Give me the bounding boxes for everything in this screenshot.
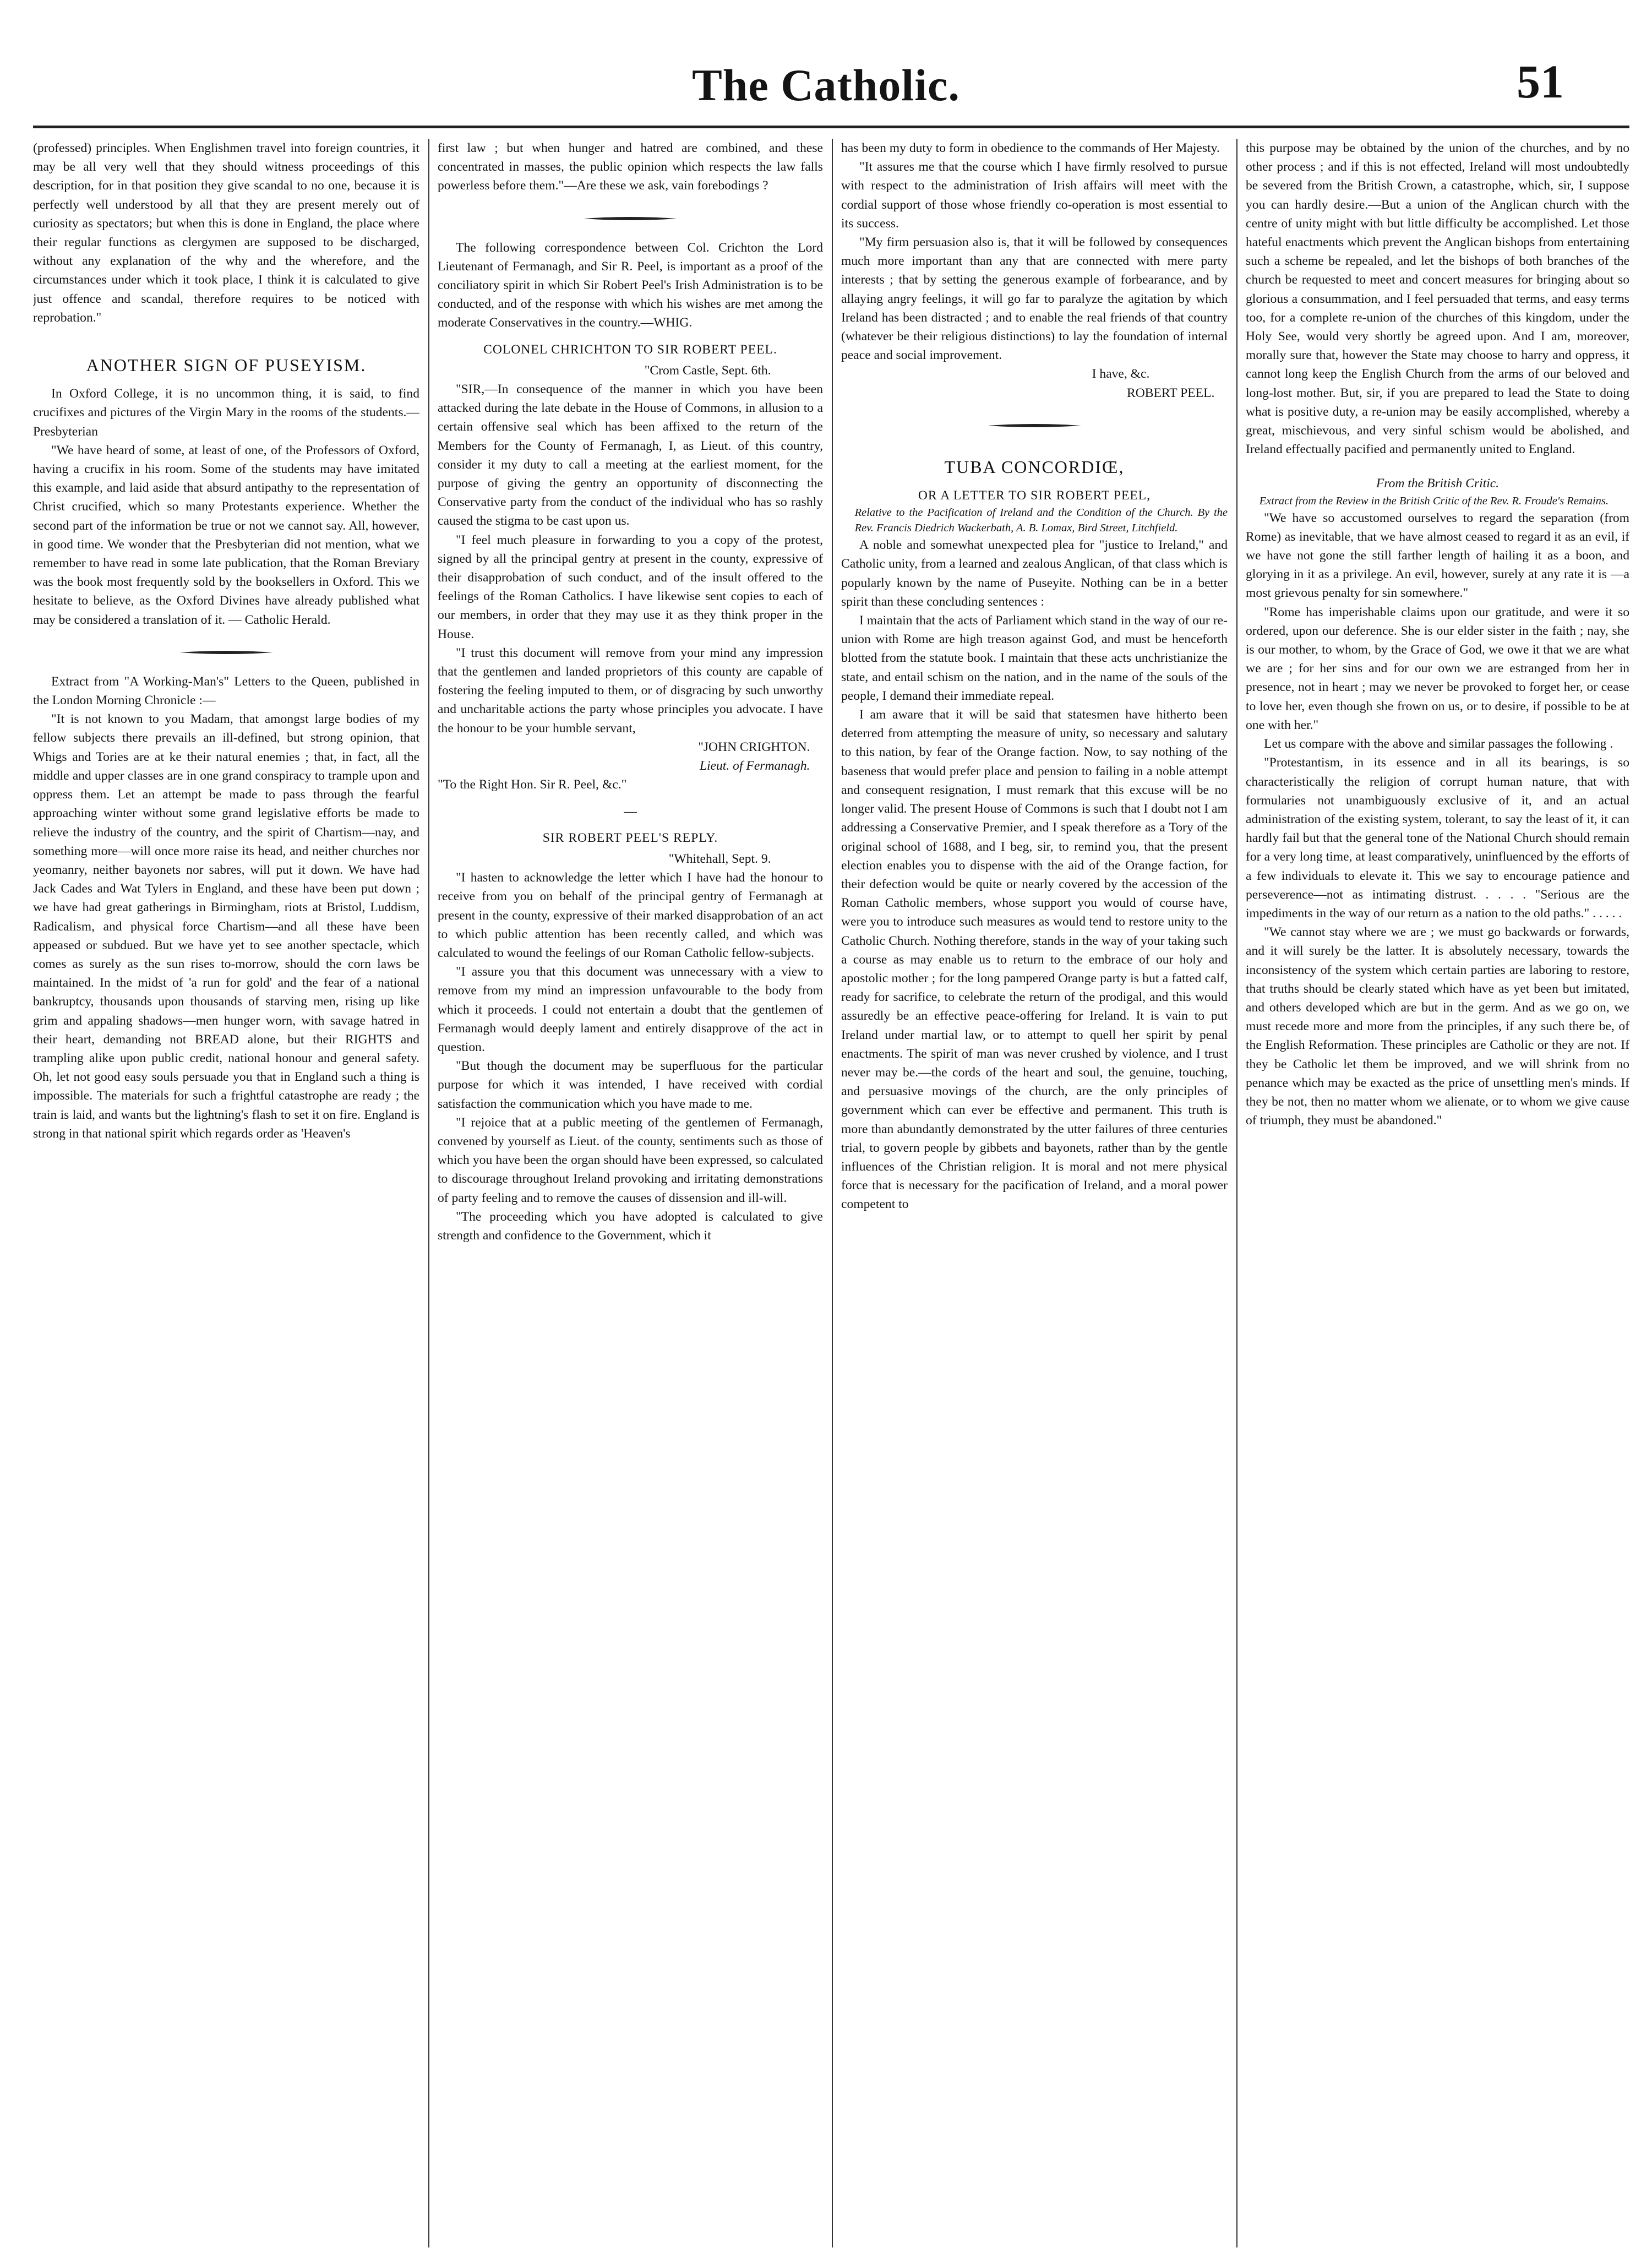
- article-columns: [33, 139, 1629, 2247]
- masthead-title: The Catholic.: [692, 60, 960, 110]
- ornamental-divider: [584, 215, 677, 222]
- paragraph: "Protestantism, in its essence and in all its bearings, is so characteristically the religion of corrupt human nature, that with formularies not unambiguously exclusive of it, and an actual administration of the existing system, tolerant, to say the least of it, it can hardly fail but that the general tone of the National Church should remain for a very long time, at least comparatively, uninfluenced by the efforts of a few individuals to elevate it. This we say to encourage patience and perseverence—not as intimating distrust. . . . . "Serious are the impediments in the way of our return as a nation to the old paths." . . . . .: [1246, 755, 1629, 921]
- paragraph: In Oxford College, it is no uncommon thing, it is said, to find crucifixes and pictures of the Virgin Mary in the rooms of the students.—Presbyterian: [33, 387, 419, 439]
- paragraph: "It assures me that the course which I have firmly resolved to pursue with respect to the administration of Irish affairs will meet with the cordial support of those whose friendly co-operation is most essential to its success.: [841, 160, 1228, 231]
- paragraph: I maintain that the acts of Parliament which stand in the way of our re-union with Rome are high treason against God, and must be henceforth blotted from the statute book. I maintain that these acts unchristianize the state, and entail schism on the nation, and in the name of the souls of the people, I demand their immediate repeal.: [841, 613, 1228, 703]
- paragraph: (professed) principles. When Englishmen travel into foreign countries, it may be all very well that they should witness proceedings of this description, for in that position they give scandal to no one, because it is perfectly well understood by all that they are present merely out of curiosity as spectators; but when this is done in England, the place where their regular functions as clergymen are supposed to be discharged, without any explanation of the why and the wherefore, and the circumstances under which it took place, I think it is calculated to give just offence and scandal, therefore requires to be noticed with reprobation.": [33, 141, 419, 325]
- paragraph: "SIR,—In consequence of the manner in which you have been attacked during the late debate in the House of Commons, in allusion to a certain offensive seal which has been affixed to the return of the Members for the County of Fermanagh, I, as Lieut. of this country, consider it my duty to call a meeting at the earliest moment, for the purpose of giving the gentry an opportunity of disconnecting the Conservative party from the conduct of the individual who has so rashly caused the stigma to be cast upon us.: [438, 382, 823, 529]
- letter-heading: SIR ROBERT PEEL'S REPLY.: [542, 830, 718, 845]
- column-1: [33, 139, 419, 2247]
- section-heading: ANOTHER SIGN OF PUSEYISM.: [86, 355, 367, 375]
- paragraph: "I rejoice that at a public meeting of the gentlemen of Fermanagh, convened by yourself as Lieut. of the county, sentiments such as those of which you have been the organ should have been expressed, so calculated to discourage throughout Ireland provoking and irritating demonstrations of party feeling and to remove the causes of dissension and ill-will.: [438, 1115, 823, 1205]
- letter-dateline: "Crom Castle, Sept. 6th.: [644, 363, 771, 378]
- paragraph: first law ; but when hunger and hatred are combined, and these concentrated in masses, the public opinion which respects the law falls powerless before them."—Are these we ask, vain forebodings ?: [438, 141, 823, 193]
- ornamental-divider: [179, 649, 273, 656]
- ornamental-divider: [988, 422, 1081, 429]
- column-separator: [832, 139, 833, 2247]
- signature: "JOHN CRIGHTON.: [698, 739, 810, 754]
- header-rule: [33, 126, 1629, 128]
- paragraph: "We have heard of some, at least of one, of the Professors of Oxford, having a crucifix in his room. Some of the students may have imitated this example, and laid aside that absurd antipathy to the representation of Christ crucified, which so many Protestants experience. Whether the second part of the information be true or not we cannot say. All, however, in good time. We wonder that the Presbyterian did not mention, what we remember to have read in some late publication, that the Roman Breviary was the book most frequently sold by the booksellers in Oxford. This we hesitate to believe, as the Oxford Divines have already published what may be considered a translation of it. — Catholic Herald.: [33, 443, 419, 627]
- paragraph: "It is not known to you Madam, that amongst large bodies of my fellow subjects there prevails an ill-defined, but strong opinion, that Whigs and Tories are at ke their natural enemies ; that, in fact, all the middle and upper classes are in one grand conspiracy to trample upon and oppress them. Let an attempt be made to pass through the fearful approaching winter without some grand legislative efforts be made to relieve the industry of the country, and the spirit of Chartism—nay, and something more—will once more raise its head, and neither churches nor yeomanry, neither bayonets nor sabres, will put it down. We have had Jack Cades and Wat Tylers in England, and these have been put down ; we have had great gatherings in Birmingham, riots at Bristol, Luddism, Radicalism, and physical force Chartism—and all these have been appeased or subdued. But we have yet to see another spectacle, which comes as surely as the sun rises to-morrow, should the corn laws be maintained. In the midst of 'a run for gold' and the fear of a national bankruptcy, thousands upon thousands of starving men, rising up like grim and appaling shadows—men hunger worn, with savage hatred in their heart, demanding not BREAD alone, but their RIGHTS and trampling alike upon public credit, national honour and general safety. Oh, let not good easy souls persuade you that in England such a thing is impossible. The materials for such a frightful catastrophe are ready ; the train is laid, and wants but the lightning's flash to set it on fire. England is strong in that national spirit which regards order as 'Heaven's: [33, 712, 419, 1141]
- paragraph: this purpose may be obtained by the union of the churches, and by no other process ; and if this is not effected, Ireland will most undoubtedly be severed from the British Crown, a catastrophe, which, sir, I suppose you can hardly desire.—But a union of the Anglican church with the centre of unity might with but little difficulty be accomplished. Let those hateful enactments which prevent the Anglican bishops from entertaining such a scheme be repealed, and let the bishops of both branches of the church be requested to meet and concert measures for bringing about so glorious a consummation, and I feel persuaded that terms, and easy terms too, for a complete re-union of the churches of this kingdom, under the Holy See, would very shortly be agreed upon. And I am, moreover, morally sure that, however the State may choose to harry and oppress, it cannot long keep the English Church from the arms of our beloved and long-lost mother. But, sir, if you are prepared to lead the State to doing what is positive duty, a re-union may be easily accomplished, whereby a great, mischievous, and very sinful schism would be abolished, and Ireland effectually pacified and permanently united to England.: [1246, 141, 1629, 457]
- section-subheading: OR A LETTER TO SIR ROBERT PEEL,: [918, 488, 1151, 503]
- paragraph: I am aware that it will be said that statesmen have hitherto been deterred from attempting the measure of unity, so necessary and salutary to this nation, by fear of the Orange faction. Now, to say nothing of the baseness that would prefer place and pension to failing in a noble attempt and consequent resignation, I must remark that this excuse will be no longer valid. The present House of Commons is such that I doubt not I am addressing a Conservative Premier, and I speak therefore as a Tory of the original school of 1688, and I beg, sir, to remind you, that the present election enables you to dispense with the aid of the Orange faction, for their defection would be quite or nearly covered by the accession of the Roman Catholic members, whose support you would of course have, were you to introduce such measures as would tend to restore unity to the Catholic Church. Nothing therefore, stands in the way of your taking such a course as may enable us to return to the embrace of our holy and apostolic mother ; for the long pampered Orange party is but a fatted calf, ready for sacrifice, to celebrate the return of the prodigal, and this would assuredly be an effective peace-offering for Ireland. It is vain to put Ireland under martial law, or to attempt to quell her spirit by penal enactments. The spirit of man was never crushed by violence, and I trust never may be.—the cords of the heart and soul, the genuine, touching, and persuasive movings of the church, are the only principles of government which can ever be effective and permanent. This truth is more than abundantly demonstrated by the utter failures of three centuries trial, to govern people by gibbets and bayonets, rather than by the gentle influences of the Christian religion. It is moral and not mere physical force that is necessary for the pacification of Ireland, and a moral power competent to: [841, 708, 1228, 1212]
- paragraph: Extract from "A Working-Man's" Letters to the Queen, published in the London Morning Chronicle :—: [33, 674, 419, 708]
- paragraph: "Rome has imperishable claims upon our gratitude, and were it so ordered, upon our deference. She is our elder sister in the faith ; nay, she is our mother, to whom, by the Grace of God, we owe it that we are what we are ; for her sins and for our own we are estranged from her in presence, not in heart ; may we never be provoked to forget her, or cease to love her, even though she frown on us, or to desire, if possible to be at one with her.": [1246, 605, 1629, 732]
- paragraph: "I hasten to acknowledge the letter which I have had the honour to receive from you on behalf of the principal gentry of Fermanagh at present in the county, expressive of their marked disapprobation of an act to which public attention has been recently called, and which was calculated to wound the feelings of our Roman Catholic fellow-subjects.: [438, 870, 823, 960]
- paragraph: "I trust this document will remove from your mind any impression that the gentlemen and landed proprietors of this county are capable of fostering the feeling imputed to them, or of disgracing by such unworthy and uncharitable actions the party whose principles you advocate. I have the honour to be your humble servant,: [438, 645, 823, 736]
- paragraph: "We have so accustomed ourselves to regard the separation (from Rome) as inevitable, that we have almost ceased to regard it as an evil, if we have not gone the still farther length of hailing it as a boon, and glorying in it as a privilege. An evil, however, surely at any rate it is —a most grievous penalty for sin somewhere.": [1246, 510, 1629, 601]
- paragraph: has been my duty to form in obedience to the commands of Her Majesty.: [841, 141, 1220, 155]
- column-2: [438, 139, 823, 2247]
- paragraph: "I feel much pleasure in forwarding to you a copy of the protest, signed by all the principal gentry at present in the county, expressive of their disapprobation of such conduct, and of the insult offered to the feelings of the Roman Catholics. I have likewise sent copies to each of our members, in order that they may use it as they think proper in the House.: [438, 532, 823, 641]
- dash-divider: —: [624, 804, 637, 819]
- column-3: [841, 139, 1228, 2247]
- citation: Relative to the Pacification of Ireland and the Condition of the Church. By the Rev. Francis Diedrich Wackerbath, A. B. Lomax, Bird Street, Litchfield.: [854, 507, 1228, 535]
- signature: ROBERT PEEL.: [1127, 385, 1215, 400]
- paragraph: "I assure you that this document was unnecessary with a view to remove from my mind an impression unfavourable to the body from which it proceeds. I could not entertain a doubt that the gentlemen of Fermanagh would deeply lament and entirely disapprove of the act in question.: [438, 965, 823, 1054]
- section-heading: TUBA CONCORDIŒ,: [944, 456, 1125, 477]
- paragraph: A noble and somewhat unexpected plea for "justice to Ireland," and Catholic unity, from a learned and zealous Anglican, of that class which is popularly known by the name of Puseyite. Nothing can be in a better spirit than these concluding sentences :: [841, 538, 1228, 609]
- paragraph: The following correspondence between Col. Crichton the Lord Lieutenant of Fermanagh, and Sir R. Peel, is important as a proof of the conciliatory spirit in which Sir Robert Peel's Irish Administration is to be conducted, and of the response with which his wishes are met among the moderate Conservatives in the country.—WHIG.: [438, 240, 823, 330]
- signature-title: Lieut. of Fermanagh.: [699, 759, 810, 774]
- source-attribution: From the British Critic.: [1376, 476, 1500, 491]
- paragraph: "My firm persuasion also is, that it will be followed by consequences much more important than any that are connected with mere party interests ; that by setting the generous example of forbearance, and by allaying angry feelings, it will go far to paralyze the agitation by which Ireland has been distracted ; and to enable the real friends of that country (whatever be their religious distinctions) to lay the foundation of internal peace and social improvement.: [841, 235, 1228, 363]
- paragraph: Let us compare with the above and similar passages the following .: [1264, 737, 1613, 752]
- column-separator: [1236, 139, 1237, 2247]
- paragraph: "The proceeding which you have adopted is calculated to give strength and confidence to the Government, which it: [438, 1209, 823, 1243]
- addressee: "To the Right Hon. Sir R. Peel, &c.": [438, 777, 627, 792]
- extract-note: Extract from the Review in the British Critic of the Rev. R. Froude's Remains.: [1259, 494, 1609, 507]
- column-4: [1246, 139, 1629, 2247]
- page-header: [0, 0, 1652, 118]
- paragraph: "We cannot stay where we are ; we must go backwards or forwards, and it will surely be the latter. It is absolutely necessary, towards the inconsistency of the system which certain parties are laboring to restore, that truths should be clearly stated which have as yet been but imitated, and others developed which are but in the germ. And as we go on, we must recede more and more from the principles, if any such there be, of the English Reformation. These principles are Catholic or they are not. If they be Catholic let them be improved, and we will shrink from no penance which may be exacted as the price of unsettling men's minds. If they be not, then no matter whom we alienate, or to whom we give cause of triumph, they must be abandoned.": [1246, 925, 1629, 1128]
- column-separator: [428, 139, 429, 2247]
- letter-dateline: "Whitehall, Sept. 9.: [668, 851, 771, 866]
- page-number: 51: [1517, 55, 1564, 108]
- letter-close: I have, &c.: [1092, 367, 1150, 382]
- letter-heading: COLONEL CHRICHTON TO SIR ROBERT PEEL.: [483, 342, 777, 357]
- paragraph: "But though the document may be superfluous for the particular purpose for which it was intended, I have received with cordial satisfaction the communication which you have made to me.: [438, 1059, 823, 1111]
